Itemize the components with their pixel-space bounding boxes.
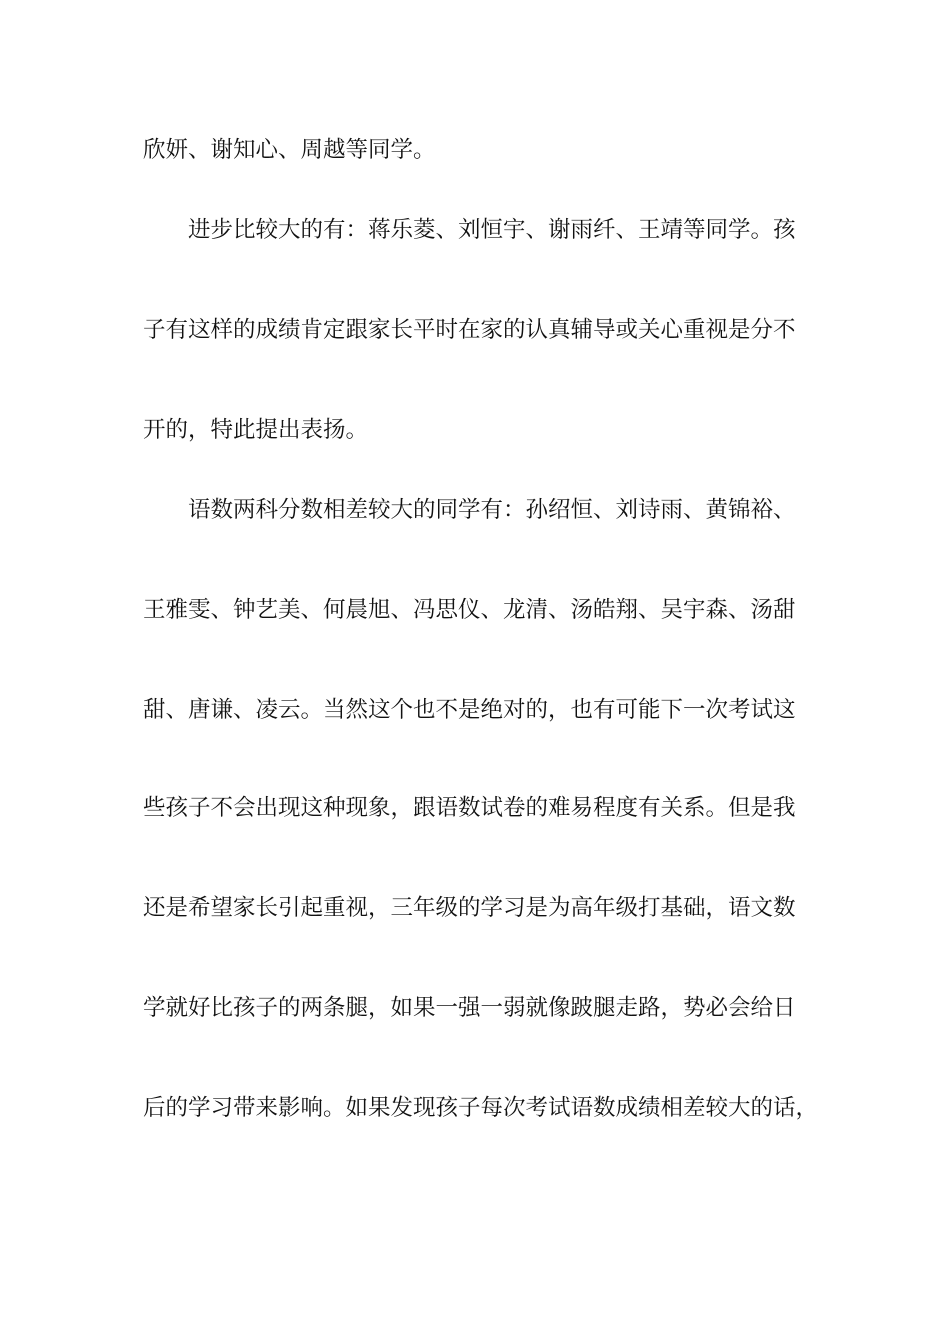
text-line: 王雅雯、钟艺美、何晨旭、冯思仪、龙清、汤皓翔、吴宇森、汤甜 — [143, 597, 796, 623]
text-line: 欣妍、谢知心、周越等同学。 — [143, 137, 436, 163]
paragraph-first-line: 进步比较大的有：蒋乐菱、刘恒宇、谢雨纤、王靖等同学。孩 — [188, 217, 796, 243]
paragraph-first-line: 语数两科分数相差较大的同学有：孙绍恒、刘诗雨、黄锦裕、 — [188, 497, 796, 523]
text-line: 些孩子不会出现这种现象，跟语数试卷的难易程度有关系。但是我 — [143, 795, 796, 821]
text-line: 子有这样的成绩肯定跟家长平时在家的认真辅导或关心重视是分不 — [143, 317, 796, 343]
text-line: 开的，特此提出表扬。 — [143, 417, 369, 443]
text-line: 甜、唐谦、凌云。当然这个也不是绝对的，也有可能下一次考试这 — [143, 697, 796, 723]
text-line: 还是希望家长引起重视，三年级的学习是为高年级打基础，语文数 — [143, 895, 796, 921]
text-line: 学就好比孩子的两条腿，如果一强一弱就像跛腿走路，势必会给日 — [143, 995, 796, 1021]
text-line: 后的学习带来影响。如果发现孩子每次考试语数成绩相差较大的话， — [143, 1095, 819, 1121]
